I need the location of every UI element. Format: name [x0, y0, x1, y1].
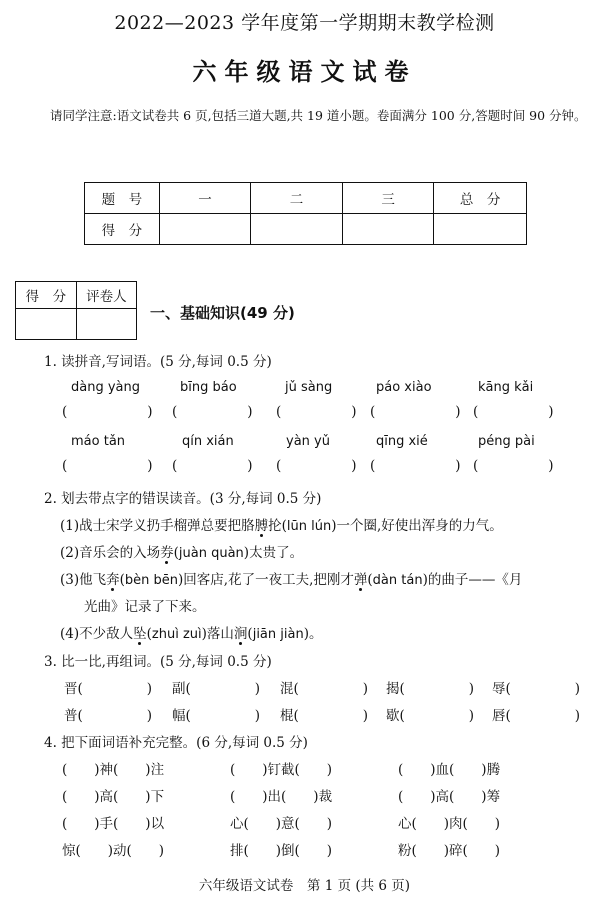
character: 唇: [492, 708, 506, 724]
sentence-text: )的曲子——《月: [422, 572, 523, 588]
question-2-prompt: 2. 划去带点字的错误读音。(3 分,每词 0.5 分): [44, 491, 322, 507]
dotted-character: 券: [160, 545, 174, 561]
answer-paren-left: (: [370, 458, 376, 474]
sentence-text: (: [367, 572, 373, 588]
pinyin-item: péng pài: [478, 434, 535, 449]
compare-item[interactable]: [172, 677, 260, 697]
answer-paren-left: (: [505, 681, 511, 697]
answer-paren-left: (: [276, 404, 282, 420]
idiom-blank[interactable]: 排( )倒( ): [230, 843, 333, 859]
compare-item[interactable]: [386, 704, 474, 724]
answer-paren-left: (: [185, 681, 191, 697]
character: 幅: [172, 708, 186, 724]
pinyin-option[interactable]: jiān jiàn: [252, 627, 304, 642]
pinyin-item: qīng xié: [376, 434, 428, 449]
idiom-blank[interactable]: 心( )意( ): [230, 816, 333, 832]
question-2-item-continued: 光曲》记录了下来。: [84, 599, 206, 615]
answer-paren-left: (: [185, 708, 191, 724]
answer-paren-right: ): [362, 681, 369, 697]
pinyin-item: páo xiào: [376, 380, 432, 395]
score-table-header: 题 号: [85, 183, 160, 214]
idiom-blank[interactable]: ( )血( )腾: [398, 762, 501, 778]
pinyin-item: jǔ sàng: [285, 380, 333, 395]
answer-paren-left: (: [62, 458, 68, 474]
dotted-character: 奔: [106, 572, 120, 588]
sentence-text: )太贵了。: [243, 545, 304, 561]
exam-notice: 请同学注意:语文试卷共 6 页,包括三道大题,共 19 道小题。卷面满分 100 分,答题时间 90 分钟。: [50, 108, 587, 123]
pinyin-option[interactable]: juàn quàn: [178, 546, 244, 561]
answer-paren-left: (: [399, 681, 405, 697]
sentence-text: )一个圈,好使出浑身的力气。: [331, 518, 503, 534]
idiom-blank[interactable]: ( )手( )以: [62, 816, 165, 832]
answer-paren-left: (: [172, 458, 178, 474]
pinyin-option[interactable]: bèn bēn: [124, 573, 179, 588]
answer-paren-right: ): [254, 681, 261, 697]
score-table-header: 总 分: [434, 183, 527, 214]
question-2-item: [60, 622, 322, 642]
score-table-row-label: 得 分: [85, 214, 160, 245]
sentence-text: (2)音乐会的入场: [60, 545, 161, 561]
answer-paren-right: ): [574, 681, 581, 697]
question-4-prompt: 4. 把下面词语补充完整。(6 分,每词 0.5 分): [44, 735, 308, 751]
character: 混: [280, 681, 294, 697]
sentence-text: )。: [303, 626, 323, 642]
answer-paren-right: ): [574, 708, 581, 724]
answer-paren-right: ): [146, 708, 153, 724]
answer-paren-right: ): [548, 458, 554, 474]
answer-paren-left: (: [293, 681, 299, 697]
pinyin-item: bīng báo: [180, 380, 237, 395]
exam-header-title: 2022—2023 学年度第一学期期末教学检测: [114, 12, 495, 34]
pinyin-option[interactable]: dàn tán: [372, 573, 423, 588]
answer-blank[interactable]: [62, 458, 153, 474]
sentence-text: 抡(: [268, 518, 287, 534]
sentence-text: (: [173, 545, 179, 561]
score-table-header: 二: [251, 183, 343, 214]
character: 歇: [386, 708, 400, 724]
dotted-character: 膊: [254, 518, 269, 534]
idiom-blank[interactable]: ( )钉截( ): [230, 762, 333, 778]
character: 揭: [386, 681, 400, 697]
answer-paren-right: ): [351, 458, 357, 474]
answer-paren-right: ): [254, 708, 261, 724]
score-table-header: 一: [159, 183, 251, 214]
pinyin-option[interactable]: zhuì zuì: [151, 627, 202, 642]
compare-item[interactable]: [64, 677, 152, 697]
sentence-text: (: [119, 572, 125, 588]
character: 普: [64, 708, 78, 724]
score-cell[interactable]: [434, 214, 527, 245]
grader-name-label: 评卷人: [76, 282, 136, 309]
character: 棍: [280, 708, 294, 724]
question-2-item: [60, 541, 303, 561]
character: 副: [172, 681, 186, 697]
character: 晋: [64, 681, 78, 697]
sentence-text: )回客店,花了一夜工夫,把刚才: [178, 572, 354, 588]
pinyin-item: qín xián: [182, 434, 234, 449]
sentence-text: (1)战士宋学义扔手榴弹总要把胳: [60, 518, 255, 534]
compare-item[interactable]: [280, 704, 368, 724]
dotted-character: 涧: [233, 626, 248, 642]
question-2-item: [60, 568, 522, 588]
pinyin-option[interactable]: lūn lún: [286, 519, 332, 534]
compare-item[interactable]: [172, 704, 260, 724]
idiom-blank[interactable]: ( )神( )注: [62, 762, 165, 778]
grader-box: [15, 281, 137, 340]
question-1-prompt: 1. 读拼音,写词语。(5 分,每词 0.5 分): [44, 354, 272, 370]
answer-paren-right: ): [455, 458, 461, 474]
compare-item[interactable]: [492, 704, 580, 724]
answer-paren-left: (: [276, 458, 282, 474]
pinyin-item: kāng kǎi: [478, 380, 534, 395]
answer-paren-left: (: [77, 681, 83, 697]
answer-blank[interactable]: [370, 458, 461, 474]
pinyin-item: dàng yàng: [71, 380, 140, 395]
compare-item[interactable]: [386, 677, 474, 697]
sentence-text: )落山: [201, 626, 234, 642]
dotted-character: 弹: [353, 572, 368, 588]
answer-paren-left: (: [172, 404, 178, 420]
compare-item[interactable]: [64, 704, 152, 724]
idiom-blank[interactable]: ( )出( )裁: [230, 789, 333, 805]
answer-paren-right: ): [146, 681, 153, 697]
answer-blank[interactable]: [172, 458, 253, 474]
grader-score-label: 得 分: [16, 282, 77, 309]
answer-paren-right: ): [147, 404, 153, 420]
score-table-header: 三: [342, 183, 434, 214]
score-cell[interactable]: [159, 214, 251, 245]
compare-item[interactable]: [280, 677, 368, 697]
sentence-text: (: [247, 626, 253, 642]
answer-paren-left: (: [399, 708, 405, 724]
idiom-blank[interactable]: ( )高( )下: [62, 789, 165, 805]
answer-paren-left: (: [77, 708, 83, 724]
idiom-blank[interactable]: 惊( )动( ): [62, 843, 165, 859]
answer-paren-right: ): [147, 458, 153, 474]
idiom-blank[interactable]: ( )高( )筹: [398, 789, 501, 805]
answer-paren-right: ): [455, 404, 461, 420]
answer-paren-left: (: [370, 404, 376, 420]
idiom-blank[interactable]: 粉( )碎( ): [398, 843, 501, 859]
question-3-prompt: 3. 比一比,再组词。(5 分,每词 0.5 分): [44, 654, 272, 670]
score-cell[interactable]: [251, 214, 343, 245]
dotted-character: 坠: [133, 626, 147, 642]
section-title: 一、基础知识(49 分): [150, 304, 295, 322]
pinyin-item: yàn yǔ: [286, 434, 330, 449]
answer-paren-right: ): [362, 708, 369, 724]
answer-paren-right: ): [247, 458, 253, 474]
grader-score-cell[interactable]: [16, 309, 77, 340]
pinyin-item: máo tǎn: [71, 434, 126, 449]
question-2-item: [60, 514, 503, 534]
sentence-text: (3)他飞: [60, 572, 107, 588]
answer-blank[interactable]: [172, 404, 253, 420]
page-footer: 六年级语文试卷 第 1 页 (共 6 页): [198, 878, 411, 894]
answer-paren-right: ): [351, 404, 357, 420]
answer-paren-right: ): [548, 404, 554, 420]
answer-paren-left: (: [473, 458, 479, 474]
answer-paren-left: (: [293, 708, 299, 724]
answer-blank[interactable]: [276, 404, 357, 420]
answer-paren-left: (: [473, 404, 479, 420]
answer-blank[interactable]: [370, 404, 461, 420]
exam-paper-title: 六年级语文试卷: [192, 57, 417, 86]
answer-paren-right: ): [468, 681, 475, 697]
answer-paren-left: (: [62, 404, 68, 420]
answer-paren-left: (: [505, 708, 511, 724]
score-table: [84, 182, 527, 245]
answer-blank[interactable]: [473, 458, 554, 474]
answer-blank[interactable]: [62, 404, 153, 420]
answer-paren-right: ): [468, 708, 475, 724]
score-cell[interactable]: [342, 214, 434, 245]
grader-name-cell[interactable]: [76, 309, 136, 340]
sentence-text: (: [146, 626, 152, 642]
sentence-text: (4)不少敌人: [60, 626, 134, 642]
character: 辱: [492, 681, 506, 697]
idiom-blank[interactable]: 心( )肉( ): [398, 816, 501, 832]
compare-item[interactable]: [492, 677, 580, 697]
answer-blank[interactable]: [473, 404, 554, 420]
answer-paren-right: ): [247, 404, 253, 420]
answer-blank[interactable]: [276, 458, 357, 474]
